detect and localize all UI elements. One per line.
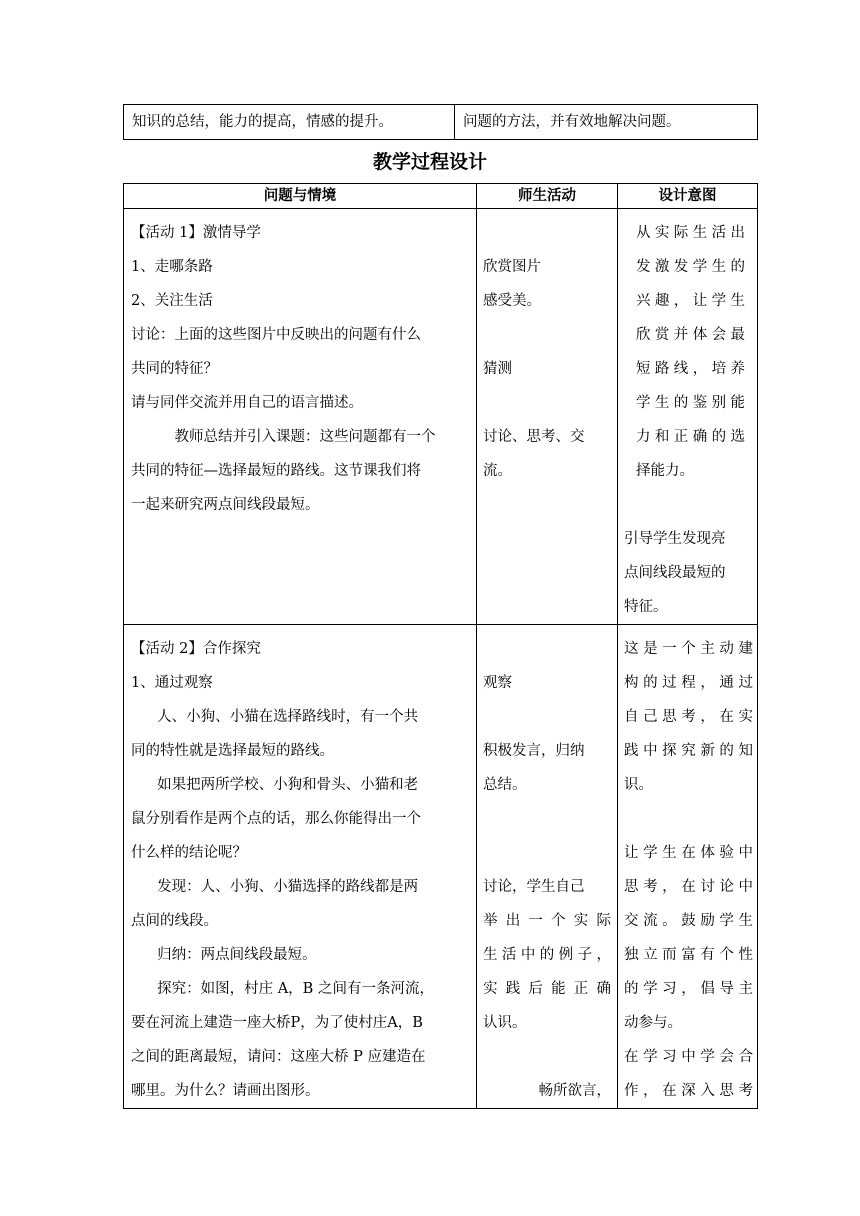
text-line: 欣赏图片 xyxy=(483,259,541,275)
text-line: 发激发学生的 xyxy=(636,259,745,275)
text-line: 的学习，倡导主 xyxy=(624,981,753,997)
activity2-situation-cell xyxy=(124,625,477,1109)
text-line: 构的过程，通过 xyxy=(624,675,753,691)
column-header-intent: 设计意图 xyxy=(618,184,758,209)
text-line: 如果把两所学校、小狗和骨头、小猫和老 xyxy=(157,777,419,793)
teaching-process-table xyxy=(123,183,758,1109)
table-header-row xyxy=(124,184,758,209)
text-line: 识。 xyxy=(624,777,653,793)
text-line: 从实际生活出 xyxy=(636,225,745,241)
text-line: 思考，在讨论中 xyxy=(624,879,753,895)
text-line: 点间线段最短的 xyxy=(624,565,726,581)
text-line: 认识。 xyxy=(483,1015,527,1031)
text-line: 点间的线段。 xyxy=(131,913,218,929)
text-line: 教师总结并引入课题：这些问题都有一个 xyxy=(174,429,436,445)
summary-cell-left: 知识的总结，能力的提高，情感的提升。 xyxy=(124,105,455,140)
table-row xyxy=(124,105,758,140)
text-line: 践中探究新的知 xyxy=(624,743,753,759)
activity2-heading: 【活动 2】合作探究 xyxy=(131,641,261,657)
text-line: 讨论：上面的这些图片中反映出的问题有什么 xyxy=(131,327,421,343)
text-line: 短路线，培养 xyxy=(636,361,745,377)
text-line: 兴趣，让学生 xyxy=(636,293,745,309)
activity2-intent-cell xyxy=(618,625,758,1109)
text-line: 学生的鉴别能 xyxy=(636,395,745,411)
text-line: 哪里。为什么？请画出图形。 xyxy=(131,1083,320,1099)
text-line: 积极发言，归纳 xyxy=(483,743,585,759)
text-line: 1、通过观察 xyxy=(131,675,213,691)
text-line: 特征。 xyxy=(624,599,668,615)
text-line: 畅所欲言， xyxy=(538,1083,611,1099)
text-line: 欣赏并体会最 xyxy=(636,327,745,343)
text-line: 鼠分别看作是两个点的话，那么你能得出一个 xyxy=(131,811,421,827)
text-line: 实践后能正确 xyxy=(483,981,611,997)
text-line: 共同的特征—选择最短的路线。这节课我们将 xyxy=(131,463,421,479)
activity2-teacher-student-cell xyxy=(477,625,618,1109)
activity1-situation-cell xyxy=(124,209,477,625)
text-line: 作，在深入思考 xyxy=(624,1083,753,1099)
text-line: 动参与。 xyxy=(624,1015,682,1031)
text-line: 猜测 xyxy=(483,361,512,377)
column-header-activity: 师生活动 xyxy=(477,184,618,209)
text-line: 同的特性就是选择最短的路线。 xyxy=(131,743,334,759)
text-line: 发现：人、小狗、小猫选择的路线都是两 xyxy=(157,879,419,895)
text-line: 自己思考，在实 xyxy=(624,709,753,725)
text-line: 之间的距离最短，请问：这座大桥 P 应建造在 xyxy=(131,1049,426,1065)
activity1-heading: 【活动 1】激情导学 xyxy=(131,225,261,241)
text-line: 请与同伴交流并用自己的语言描述。 xyxy=(131,395,363,411)
text-line: 观察 xyxy=(483,675,512,691)
text-line: 独立而富有个性 xyxy=(624,947,753,963)
text-line: 共同的特征？ xyxy=(131,361,218,377)
text-line: 2、关注生活 xyxy=(131,293,213,309)
text-line: 举出一个实际 xyxy=(483,913,611,929)
text-line: 一起来研究两点间线段最短。 xyxy=(131,497,320,513)
text-line: 引导学生发现亮 xyxy=(624,531,726,547)
text-line: 什么样的结论呢？ xyxy=(131,845,247,861)
text-line: 探究：如图，村庄 A，B 之间有一条河流， xyxy=(157,981,434,997)
table-row-activity-2 xyxy=(124,625,758,1109)
text-line: 讨论、思考、交 xyxy=(483,429,585,445)
text-line: 流。 xyxy=(483,463,512,479)
section-title: 教学过程设计 xyxy=(372,151,487,173)
text-line: 这是一个主动建 xyxy=(624,641,753,657)
top-summary-table xyxy=(123,104,758,140)
text-line: 交流。鼓励学生 xyxy=(624,913,753,929)
table-row-activity-1 xyxy=(124,209,758,625)
text-line: 讨论，学生自己 xyxy=(483,879,585,895)
text-line: 让学生在体验中 xyxy=(624,845,753,861)
text-line: 感受美。 xyxy=(483,293,541,309)
column-header-situation: 问题与情境 xyxy=(124,184,477,209)
activity1-teacher-student-cell xyxy=(477,209,618,625)
activity1-intent-cell xyxy=(618,209,758,625)
summary-cell-right: 问题的方法，并有效地解决问题。 xyxy=(455,105,758,140)
text-line: 生活中的例子， xyxy=(483,947,611,963)
text-line: 择能力。 xyxy=(636,463,694,479)
text-line: 要在河流上建造一座大桥P，为了使村庄A，B xyxy=(131,1015,423,1031)
text-line: 总结。 xyxy=(483,777,527,793)
text-line: 1、走哪条路 xyxy=(131,259,213,275)
text-line: 在学习中学会合 xyxy=(624,1049,753,1065)
text-line: 人、小狗、小猫在选择路线时，有一个共 xyxy=(157,709,419,725)
text-line: 力和正确的选 xyxy=(636,429,745,445)
text-line: 归纳：两点间线段最短。 xyxy=(157,947,317,963)
